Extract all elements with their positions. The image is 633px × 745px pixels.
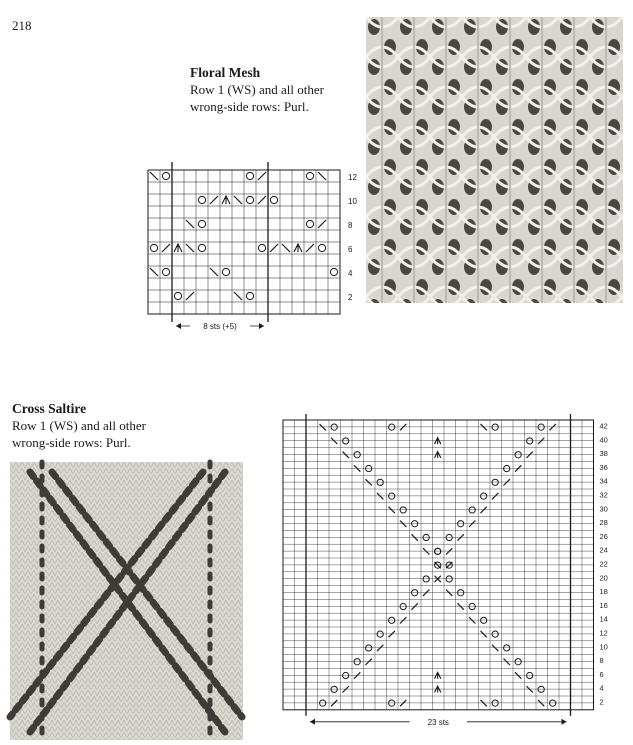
floral-mesh-line2: wrong-side rows: Purl. <box>190 99 309 114</box>
floral-mesh-title: Floral Mesh <box>190 65 261 80</box>
cross-saltire-caption <box>12 400 146 451</box>
floral-mesh-swatch-photo <box>366 17 623 303</box>
row-number: 38 <box>599 449 608 459</box>
floral-mesh-lace-image <box>366 17 623 303</box>
row-number: 4 <box>599 683 604 693</box>
row-number: 10 <box>599 642 608 652</box>
row-number: 12 <box>348 173 357 182</box>
row-number: 42 <box>599 421 608 431</box>
cross-saltire-chart <box>275 408 625 738</box>
row-number: 30 <box>599 504 608 514</box>
repeat-label: 23 sts <box>427 717 449 727</box>
row-number: 22 <box>599 559 608 569</box>
row-number: 8 <box>599 656 604 666</box>
row-number: 18 <box>599 587 608 597</box>
cross-saltire-line1: Row 1 (WS) and all other <box>12 418 146 433</box>
row-number: 4 <box>348 269 353 278</box>
row-number: 6 <box>348 245 353 254</box>
row-number: 36 <box>599 462 608 472</box>
row-number: 8 <box>348 221 353 230</box>
page-number: 218 <box>12 18 32 33</box>
row-number: 32 <box>599 490 608 500</box>
row-number: 14 <box>599 614 608 624</box>
row-number: 16 <box>599 600 608 610</box>
floral-mesh-chart <box>140 160 360 331</box>
cross-saltire-swatch-photo <box>10 462 243 740</box>
row-number: 24 <box>599 545 608 555</box>
row-number: 20 <box>599 573 608 583</box>
row-number: 40 <box>599 435 608 445</box>
floral-mesh-line1: Row 1 (WS) and all other <box>190 82 324 97</box>
row-number: 12 <box>599 628 608 638</box>
floral-mesh-caption <box>190 64 324 115</box>
repeat-label: 8 sts (+5) <box>203 322 237 331</box>
row-number: 2 <box>348 293 353 302</box>
row-number: 26 <box>599 531 608 541</box>
cross-saltire-title: Cross Saltire <box>12 401 87 416</box>
row-number: 10 <box>348 197 357 206</box>
cross-saltire-lace-image <box>10 462 243 740</box>
row-number: 34 <box>599 476 608 486</box>
cross-saltire-line2: wrong-side rows: Purl. <box>12 435 131 450</box>
row-number: 6 <box>599 669 604 679</box>
row-number: 28 <box>599 518 608 528</box>
row-number: 2 <box>599 697 604 707</box>
